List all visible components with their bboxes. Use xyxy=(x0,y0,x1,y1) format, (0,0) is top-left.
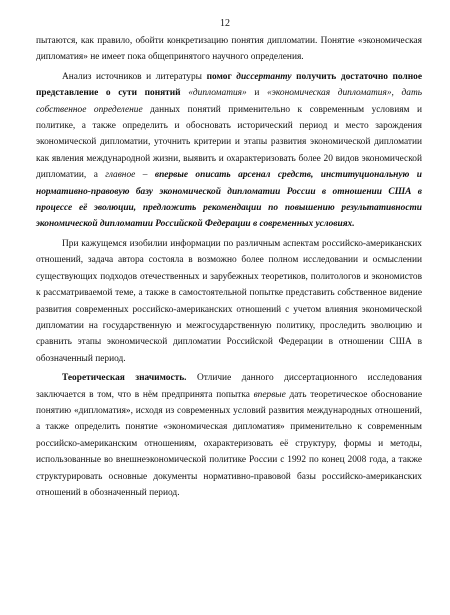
paragraph-3 xyxy=(36,236,422,367)
p4-run: Отличие данного диссертационного исследования заключается в том, что в нём предпринята попытка xyxy=(36,373,422,400)
p4-run: Теоретическая значимость. xyxy=(62,373,187,384)
document-body xyxy=(36,33,422,504)
p2-run: «экономическая дипломатия» xyxy=(267,88,392,99)
p2-run: «дипломатия» xyxy=(188,88,247,99)
paragraph-4 xyxy=(36,370,422,501)
p2-run: получить достаточно полное представление о сути понятий xyxy=(36,71,422,99)
p4-run: дать теоретическое обоснование понятию «дипломатия», исходя из современных условий развития международных отношений, а также определить понятие «экономическая дипломатия» применительно к современным российско-американским отношениям, охарактеризовать её структуру, формы и методы, использованные во внешнеэкономической политике России с 1992 по конец 2008 года, а также структурировать основные документы нормативно-правовой базы российско-американских отношений в обозначенный период. xyxy=(36,389,422,498)
p2-run: впервые описать арсенал средств, институциональную и нормативно-правовую базу экономической дипломатии России в отношении США в процессе её эволюции, предложить рекомендации по повышению результативности экономической дипломатии Российской Федерации в современных условиях. xyxy=(36,170,422,230)
p1-run: пытаются, как правило, обойти конкретизацию понятия дипломатии. Понятие «экономическая дипломатия» не имеет пока общепринятого научного определения. xyxy=(36,36,422,63)
paragraph-2 xyxy=(36,69,422,233)
p2-run: , xyxy=(391,88,402,99)
p2-run: дать собственное определение xyxy=(36,88,422,115)
p4-run: впервые xyxy=(253,389,286,400)
watermark-logo: dsLib.net xyxy=(351,571,440,594)
p2-run: Анализ источников и литературы xyxy=(62,71,207,82)
watermark-subtitle: библиотека диссертаций xyxy=(341,597,440,607)
p2-run: диссертанту xyxy=(236,71,292,82)
p2-run: помог xyxy=(206,71,237,82)
p2-run: – xyxy=(135,170,155,181)
page-number: 12 xyxy=(220,18,230,29)
p2-run: и xyxy=(246,88,268,99)
p3-run: При кажущемся изобилии информации по различным аспектам российско-американских отношений, задача автора состояла в возможно более полном исследовании и осмыслении существующих подходов отечественных и зарубежных теоретиков, политологов и экономистов к рассматриваемой теме, а также в самостоятельной попытке представить собственное видение развития современных российско-американских отношений с учетом влияния экономической дипломатии на государственную и межгосударственную политику, проследить эволюцию и сравнить этапы экономической дипломатии Российской Федерации в отношении США в обозначенный период. xyxy=(36,238,422,364)
dslib-watermark xyxy=(330,571,440,607)
paragraph-1 xyxy=(36,33,422,66)
p2-run: данных понятий применительно к современным условиям и политике, а также определить и обосновать исторический период и место зарождения экономической дипломатии, уточнить критерии и этапы развития экономической дипломатии как явления международной жизни, выявить и охарактеризовать более 20 видов экономической дипломатии, а xyxy=(36,104,422,181)
p2-run: главное xyxy=(105,170,136,181)
